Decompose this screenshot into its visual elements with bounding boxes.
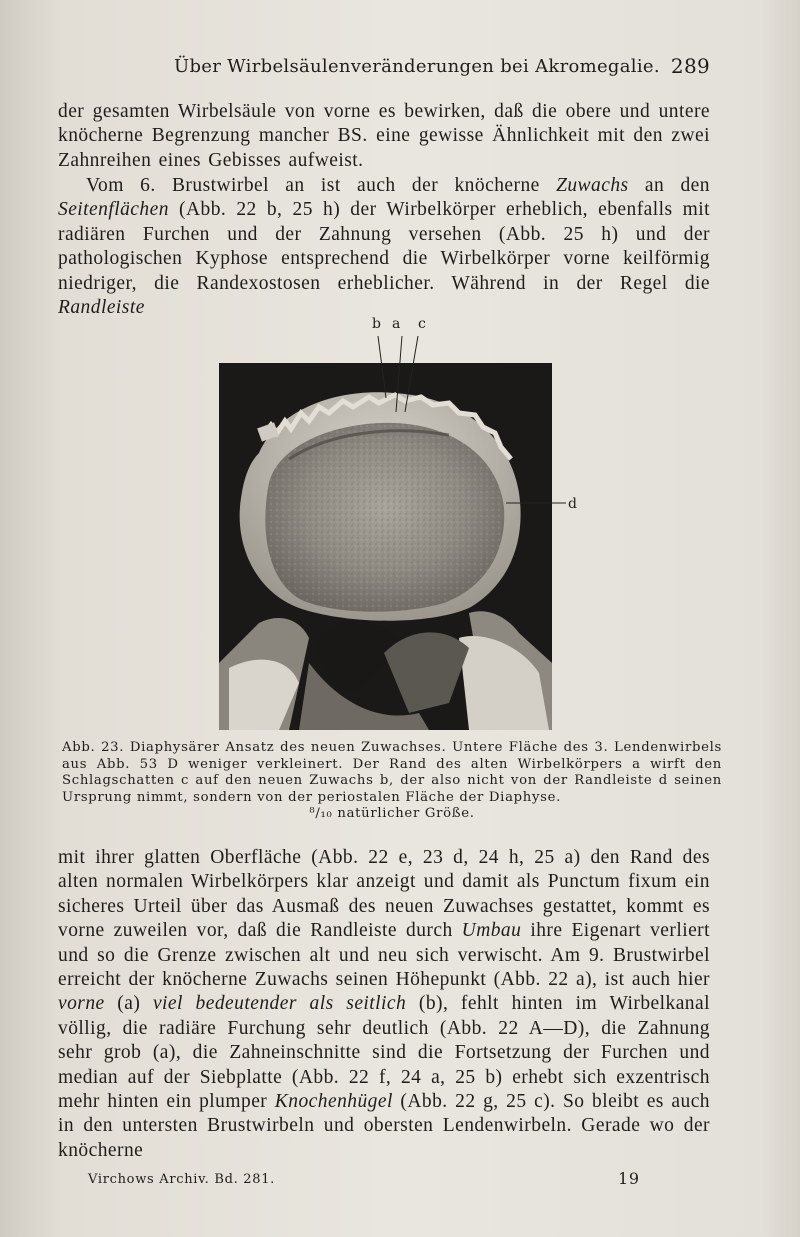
figure-label-d: d [568,496,577,512]
page-number: 289 [670,54,710,78]
paragraph-3-text-3: (a) [104,993,153,1015]
paragraph-3-italic-vorne: vorne [58,993,105,1015]
vertebra-illustration [219,363,552,730]
paragraph-3 [58,846,710,1163]
paragraph-1: der gesamten Wirbelsäule von vorne es bewirken, daß die obere und untere knöcherne Begrenzung mancher BS. eine gewisse Ähnlichkeit mit den zwei Zahnreihen eines Gebisses aufweist. [58,101,710,171]
footer-journal: Virchows Archiv. Bd. 281. [88,1172,276,1187]
paragraph-3-italic-knochenhuegel: Knochenhügel [274,1091,393,1113]
paragraph-2-italic-randleiste: Randleiste [58,297,145,319]
figure-caption-text: Abb. 23. Diaphysärer Ansatz des neuen Zuwachses. Untere Fläche des 3. Lendenwirbels aus Abb. 53 D weniger verkleinert. Der Rand des alten Wirbelkörpers a wirft den Schlagschatten c auf den neuen Zuwachs b, der also nicht von der Randleiste d seinen Ursprung nimmt, sondern von der periostalen Fläche der Diaphyse. [62,740,722,805]
figure-top-labels [366,316,436,336]
running-head-title: Über Wirbelsäulenveränderungen bei Akromegalie. [174,56,660,77]
paragraph-2 [58,174,710,320]
figure-caption-scale: ⁸/₁₀ natürlicher Größe. [309,806,475,821]
paragraph-3-text-1: mit ihrer glatten Oberfläche (Abb. 22 e, 23 d, 24 h, 25 a) den Rand des alten normalen Wirbelkörpers klar anzeigt und damit als Punctum fixum ein sicheres Urteil über das Ausmaß des neuen Zuwachses gestattet, kommt es vorne zuweilen vor, daß die Randleiste durch [58,847,710,942]
paragraph-2-text-1: Vom 6. Brustwirbel an ist auch der knöcherne [86,175,557,196]
figure-label-a: a [392,316,401,332]
paragraph-3-italic-bedeutender: viel bedeutender als seitlich [152,993,407,1015]
footer-signature-number: 19 [618,1169,640,1188]
figure-label-c: c [418,316,426,332]
paragraph-3-text-2: ihre Eigenart verliert und so die Grenze zwischen alt und neu sich verwischt. Am 9. Brustwirbel erreicht der knöcherne Zuwachs seinen Höhepunkt (Abb. 22 a), ist auch hier [58,920,710,991]
paragraph-2-italic-zuwachs: Zuwachs [556,175,629,196]
figure-label-b: b [372,316,381,332]
paragraph-2-text-2: an den [628,175,710,196]
vertebra-photograph [219,363,552,730]
running-head [60,56,710,82]
figure-caption [62,740,722,823]
paragraph-3-text-5: (Abb. 22 g, 25 c). So bleibt es auch in den untersten Brustwirbeln und obersten Lendenwirbeln. Gerade wo der knöcherne [58,1091,710,1161]
paragraph-3-text-4: (b), fehlt hinten im Wirbelkanal völlig, die radiäre Furchung sehr deutlich (Abb. 22 A—D), die Zahnung sehr grob (a), die Zahneinschnitte sind die Fortsetzung der Furchen und median auf der Siebplatte (Abb. 22 f, 24 a, 25 b) erhebt sich exzentrisch mehr hinten ein plumper [58,993,710,1113]
paragraph-2-text-3: (Abb. 22 b, 25 h) der Wirbelkörper erheblich, ebenfalls mit radiären Furchen und der Zahnung versehen (Abb. 25 h) und der pathologischen Kyphose entsprechend die Wirbelkörper vorne keilförmig niedriger, die Randexostosen erheblicher. Während in der Regel die [58,199,710,294]
paragraph-3-italic-umbau: Umbau [461,920,522,942]
paragraph-2-italic-seitenflaechen: Seitenflächen [58,199,169,221]
page-footer [88,1169,648,1188]
